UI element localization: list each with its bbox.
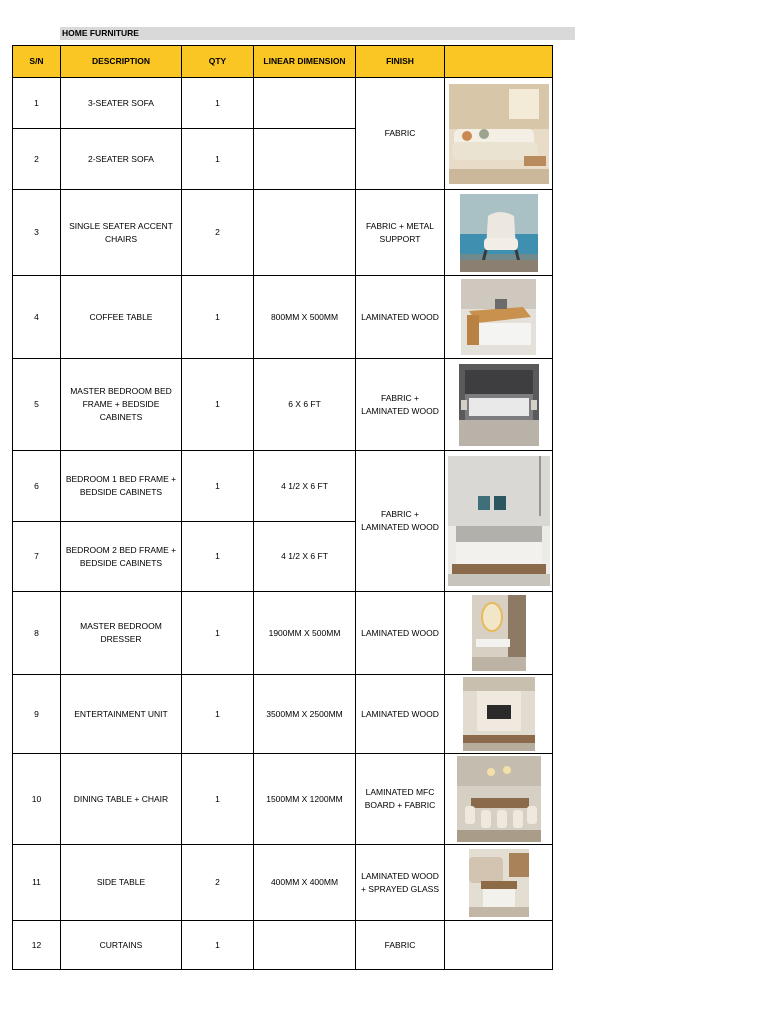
cell-sn: 8 <box>13 592 61 675</box>
cell-dimension: 6 X 6 FT <box>254 359 356 451</box>
cell-description: DINING TABLE + CHAIR <box>61 754 182 845</box>
cell-sn: 10 <box>13 754 61 845</box>
cell-dimension: 800MM X 500MM <box>254 276 356 359</box>
cell-description: 2-SEATER SOFA <box>61 129 182 190</box>
accent-chair-image <box>445 190 553 276</box>
table-row <box>13 675 553 754</box>
section-title: HOME FURNITURE <box>60 27 575 40</box>
cell-qty: 2 <box>182 845 254 921</box>
cell-dimension: 1900MM X 500MM <box>254 592 356 675</box>
cell-sn: 2 <box>13 129 61 190</box>
cell-qty: 1 <box>182 675 254 754</box>
cell-dimension <box>254 129 356 190</box>
furniture-table <box>12 45 553 970</box>
bedroom-bed-image <box>445 451 553 592</box>
cell-finish: LAMINATED WOOD <box>356 276 445 359</box>
entertainment-unit-image <box>445 675 553 754</box>
table-row <box>13 921 553 970</box>
cell-description: BEDROOM 2 BED FRAME + BEDSIDE CABINETS <box>61 522 182 592</box>
cell-finish: FABRIC + LAMINATED WOOD <box>356 451 445 592</box>
cell-sn: 5 <box>13 359 61 451</box>
cell-qty: 1 <box>182 754 254 845</box>
master-bed-image <box>445 359 553 451</box>
cell-image-empty <box>445 921 553 970</box>
cell-qty: 1 <box>182 359 254 451</box>
sofa-image <box>445 78 553 190</box>
header-qty: QTY <box>182 46 254 78</box>
cell-description: SINGLE SEATER ACCENT CHAIRS <box>61 190 182 276</box>
coffee-table-image <box>445 276 553 359</box>
cell-finish: LAMINATED WOOD <box>356 592 445 675</box>
cell-dimension: 3500MM X 2500MM <box>254 675 356 754</box>
table-row <box>13 845 553 921</box>
cell-finish: FABRIC <box>356 921 445 970</box>
cell-finish: FABRIC <box>356 78 445 190</box>
cell-description: ENTERTAINMENT UNIT <box>61 675 182 754</box>
table-row <box>13 754 553 845</box>
cell-dimension: 1500MM X 1200MM <box>254 754 356 845</box>
header-description: DESCRIPTION <box>61 46 182 78</box>
header-dimension: LINEAR DIMENSION <box>254 46 356 78</box>
cell-finish: LAMINATED WOOD + SPRAYED GLASS <box>356 845 445 921</box>
dresser-image <box>445 592 553 675</box>
cell-dimension: 4 1/2 X 6 FT <box>254 522 356 592</box>
table-row <box>13 190 553 276</box>
cell-qty: 1 <box>182 592 254 675</box>
cell-qty: 1 <box>182 276 254 359</box>
cell-finish: LAMINATED MFC BOARD + FABRIC <box>356 754 445 845</box>
header-image <box>445 46 553 78</box>
header-finish: FINISH <box>356 46 445 78</box>
cell-sn: 12 <box>13 921 61 970</box>
cell-qty: 1 <box>182 522 254 592</box>
cell-finish: FABRIC + LAMINATED WOOD <box>356 359 445 451</box>
cell-dimension: 400MM X 400MM <box>254 845 356 921</box>
cell-description: MASTER BEDROOM DRESSER <box>61 592 182 675</box>
cell-sn: 6 <box>13 451 61 522</box>
cell-dimension <box>254 190 356 276</box>
cell-sn: 9 <box>13 675 61 754</box>
cell-finish: FABRIC + METAL SUPPORT <box>356 190 445 276</box>
table-row <box>13 451 553 522</box>
cell-qty: 1 <box>182 78 254 129</box>
cell-finish: LAMINATED WOOD <box>356 675 445 754</box>
cell-qty: 1 <box>182 451 254 522</box>
cell-sn: 4 <box>13 276 61 359</box>
dining-table-image <box>445 754 553 845</box>
header-row <box>13 46 553 78</box>
cell-dimension: 4 1/2 X 6 FT <box>254 451 356 522</box>
cell-description: SIDE TABLE <box>61 845 182 921</box>
cell-sn: 7 <box>13 522 61 592</box>
cell-description: CURTAINS <box>61 921 182 970</box>
cell-description: BEDROOM 1 BED FRAME + BEDSIDE CABINETS <box>61 451 182 522</box>
cell-qty: 2 <box>182 190 254 276</box>
cell-sn: 1 <box>13 78 61 129</box>
cell-qty: 1 <box>182 921 254 970</box>
cell-description: 3-SEATER SOFA <box>61 78 182 129</box>
table-row <box>13 276 553 359</box>
header-sn: S/N <box>13 46 61 78</box>
table-row <box>13 78 553 129</box>
cell-sn: 3 <box>13 190 61 276</box>
cell-dimension <box>254 78 356 129</box>
cell-dimension <box>254 921 356 970</box>
table-row <box>13 592 553 675</box>
cell-qty: 1 <box>182 129 254 190</box>
cell-sn: 11 <box>13 845 61 921</box>
cell-description: COFFEE TABLE <box>61 276 182 359</box>
table-row <box>13 359 553 451</box>
cell-description: MASTER BEDROOM BED FRAME + BEDSIDE CABINETS <box>61 359 182 451</box>
side-table-image <box>445 845 553 921</box>
